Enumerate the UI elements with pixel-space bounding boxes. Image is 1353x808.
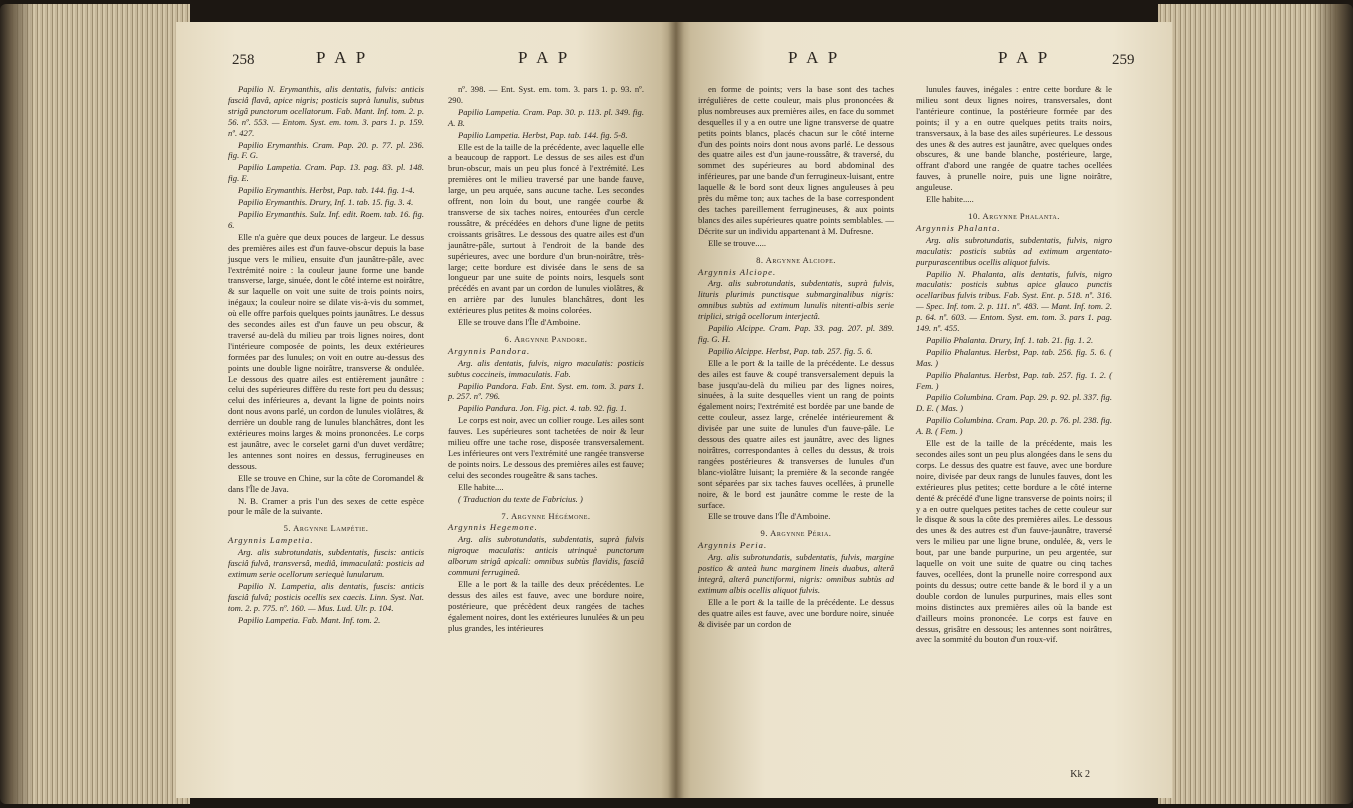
paragraph: Papilio Lampetia. Cram. Pap. 30. p. 113. pl. 349. fig. A. B. <box>448 106 644 128</box>
paragraph: Papilio N. Phalanta, alis dentatis, fulvis, nigro maculatis: posticis subtus apice glauco punctis ocellaribus fulvis tribus. Fab. Syst. Ent. p. 518. nº. 316. — Spec. Inf. tom. 2. p. 111. nº. 483. — Mant. Inf. tom. 2. p. 64. nº. 603. — Entom. Syst. em. tom. 3. pars 1. pag. 149. nº. 455. <box>916 268 1112 334</box>
paragraph: Argynnis Hegemone. <box>448 522 538 533</box>
paragraph: Arg. alis dentatis, fulvis, nigro maculatis: posticis subtus coccineis, immaculatis. Fab. <box>448 357 644 379</box>
paragraph: lunules fauves, inégales : entre cette bordure & le milieu sont deux lignes noires, transversales, dont l'antérieure continue, la postérieure formée par des points; il y a en outre quelques petits traits noirs, transversaux, à la base des ailes supérieures. Le dessous des unes & des autres est jaunâtre, avec quelques ondes obscures, & une bande blanche, postérieure, large, offrant d'abord une rangée de quatre taches ocellées fauves, à prunelle noire, puis une ligne noirâtre, anguleuse. <box>916 84 1112 193</box>
paragraph: ( Traduction du texte de Fabricius. ) <box>458 493 583 504</box>
paragraph: Papilio Alcippe. Herbst, Pap. tab. 257. fig. 5. 6. <box>708 345 873 356</box>
paragraph: Arg. alis subrotundatis, subdentatis, suprà fulvis nigroque maculatis: anticis utrinquè punctorum alborum strigâ apicali: omnibus subtùs flavidis, fasciâ communi ferrugineâ. <box>448 534 644 578</box>
paragraph: Papilio Alcippe. Cram. Pap. 33. pag. 207. pl. 389. fig. G. H. <box>698 323 894 344</box>
right-column-1 <box>698 84 894 631</box>
paragraph: Elle a le port & la taille de la précédente. Le dessus des ailes est fauve & coupé transversalement depuis la base jusqu'au-delà du milieu par des lignes noires, sinuées, à la suite desquelles vient un rang de points également noirs; l'extrémité est bordée par une bande de cette couleur, assez large, crénelée intérieurement & divisée par une suite de lunules d'un fauve-pâle. Le dessous des quatre ailes est jaunâtre, avec des lignes noirâtres, correspondantes à celles du dessus, & trois rangées postérieures & transverses de lunules d'un blanc-violâtre luisant; la première & la seconde rangée sont séparées par six taches fauves ocellées, à prunelle noire, & le bord est jaunâtre comme le reste de la surface. <box>698 357 894 510</box>
paragraph: nº. 398. — Ent. Syst. em. tom. 3. pars 1. p. 93. nº. 290. <box>448 84 644 105</box>
paragraph: Papilio Columbina. Cram. Pap. 29. p. 92. pl. 337. fig. D. E. ( Mas. ) <box>916 392 1112 414</box>
paragraph: Elle habite..... <box>926 194 974 205</box>
paragraph: Papilio Erymanthis. Drury, Inf. 1. tab. 15. fig. 3. 4. <box>238 197 414 208</box>
paragraph: Arg. alis subrotundatis, subdentatis, suprà fulvis, lituris plurimis punctisque submarginalibus nigris: omnibus subtùs ad extimum lunulis nitenti-albis serie triplici, strigâ ocellorum interjectâ. <box>698 278 894 322</box>
page-number-right: 259 <box>1112 52 1135 68</box>
paragraph: Papilio Erymanthis. Herbst, Pap. tab. 144. fig. 1-4. <box>238 185 415 196</box>
running-head-left-1: P A P <box>316 48 369 67</box>
paragraph: Papilio N. Lampetia, alis dentatis, fuscis: anticis fasciâ fulvâ; posticis ocellis sex caecis. Linn. Syst. Nat. tom. 2. p. 775. nº. 160. — Mus. Lud. Ulr. p. 104. <box>228 580 424 613</box>
paragraph: Arg. alis subrotundatis, subdentatis, fuscis: anticis fasciâ fulvâ, transversâ, mediâ, immaculatâ: posticis ad extimum serie ocellorum seriequè lunularum. <box>228 547 424 579</box>
paragraph: Arg. alis subrotundatis, subdentatis, fulvis, nigro maculatis: posticis subtùs ad extimum argentato-purpurascentibus ocellis aliquot fulvis. <box>916 234 1112 267</box>
paragraph: 6. Argynne Pandore. <box>504 333 588 344</box>
paragraph: 7. Argynne Hégémone. <box>501 510 591 521</box>
signature-mark: Kk 2 <box>1070 769 1090 780</box>
left-column-1 <box>228 84 424 627</box>
paragraph: Elle se trouve..... <box>708 237 766 248</box>
paragraph: N. B. Cramer a pris l'un des sexes de cette espèce pour le mâle de la suivante. <box>228 495 424 517</box>
paragraph: Elle est de la taille de la précédente, avec laquelle elle a beaucoup de rapport. Le dessus de ses ailes est d'un brun-obscur, mais un peu plus foncé à l'extrémité. Les premières ont le milieu traversé par une bande fauve, large, un peu arquée, sans aucune tache. Les secondes offrent, non loin du bout, une rangée courbe & transverse de six taches noires, entourées d'un cercle roussâtre, & précédées en dehors d'une ligne de petits croissants grisâtres. Le dessous des quatre ailes est d'un jaunâtre-pâle, surtout à l'endroit de la bande des supérieures, avec une bordure d'un brun-noirâtre, très-large; cette bordure est divisée dans le sens de sa longueur par une suite de points noirs, lesquels sont précédés en avant par un cordon de lunules violâtres, & en arrière par des lunules blanchâtres, dont les extérieures plus petites & moins colorées. <box>448 141 644 316</box>
paragraph: Papilio Pandura. Jon. Fig. pict. 4. tab. 92. fig. 1. <box>458 403 627 414</box>
paragraph: 8. Argynne Alciope. <box>756 254 836 265</box>
paragraph: Argynnis Alciope. <box>698 266 777 277</box>
paragraph: Elle a le port & la taille de la précédente. Le dessus des quatre ailes est fauve, avec une bordure noire, sinuée & divisée par un cordon de <box>698 596 894 629</box>
paragraph: Elle n'a guère que deux pouces de largeur. Le dessus des premières ailes est d'un fauve-obscur depuis la base jusque vers le milieu, ensuite d'un jaunâtre-pâle, avec l'extrémité noire : la couleur jaune forme une bande transverse, large, sinuée, dont le côté interne est noirâtre, & sur laquelle on voit une suite de trois points noirs, inégaux; la couleur noire se dilate vis-à-vis du sommet, où elle offre parfois quelques points jaunâtres. Le dessus des secondes ailes est d'un fauve un peu obscur, & traversé au-delà du milieu par trois lignes noires, dont l'intérieure composée de points, les deux extérieures formées par des lunules; on voit en outre au-dessus des points une double ligne noirâtre, transverse & ondulée. Le dessous des quatre ailes est entièrement jaunâtre : celui des supérieures diffère du reste fort peu du dessus; celui des inférieures a, devant la ligne de points noirs dont nous avons parlé, un cordon de lunules violâtres, & derrière un double rang de lunules blanchâtres, dont les extérieures moins larges & moins prononcées. Le corps est jaunâtre, avec le corselet garni d'un duvet verdâtre; les antennes sont noires en dessus, ferrugineuses en dessous. <box>228 231 424 471</box>
page-number-left: 258 <box>232 52 255 68</box>
paragraph: Papilio Pandora. Fab. Ent. Syst. em. tom. 3. pars 1. p. 257. nº. 796. <box>448 380 644 402</box>
right-page <box>676 22 1172 798</box>
paragraph: Papilio Phalantus. Herbst, Pap. tab. 256. fig. 5. 6. ( Mas. ) <box>916 346 1112 368</box>
left-column-2 <box>448 84 644 635</box>
paragraph: Papilio N. Erymanthis, alis dentatis, fulvis: anticis fasciâ flavâ, apice nigris; posticis suprà lunulis, subtus strigâ punctorum ocellatorum. Fab. Mant. Inf. tom. 2. p. 56. nº. 553. — Entom. Syst. em. tom. 3. pars 1. p. 159. nº. 427. <box>228 84 424 138</box>
book-gutter <box>668 22 684 798</box>
paragraph: Argynnis Pandora. <box>448 345 531 356</box>
paragraph: en forme de points; vers la base sont des taches irrégulières de cette couleur, mais plus prononcées & plus nombreuses aux premières ailes, en face du sommet desquelles il y a en outre une ligne transverse de quatre petits points blancs, placés chacun sur le côté interne d'un des points noirs dont nous avons parlé. Le dessous des quatre ailes est d'un jaune-roussâtre, & traversé, du sommet des supérieures au bord abdominal des inférieures, par une bande d'un ferrugineux-luisant, entre laquelle & le bord sont deux lignes anguleuses à peu près du même ton; aux taches de la base correspondent des taches pareillement ferrugineuses, & aux points blancs des ailes supérieures quatre points semblables. — Décrite sur un individu appartenant à M. Dufresne. <box>698 84 894 236</box>
paragraph: Papilio Lampetia. Fab. Mant. Inf. tom. 2. <box>238 614 381 625</box>
paragraph: Elle se trouve dans l'Île d'Amboine. <box>458 317 581 328</box>
paragraph: Papilio Lampetia. Cram. Pap. 13. pag. 83. pl. 148. fig. E. <box>228 162 424 184</box>
paragraph: Papilio Columbina. Cram. Pap. 20. p. 76. pl. 238. fig. A. B. ( Fem. ) <box>916 415 1112 437</box>
paragraph: 5. Argynne Lampétie. <box>283 523 369 534</box>
right-column-2 <box>916 84 1112 646</box>
paragraph: Elle se trouve dans l'Île d'Amboine. <box>708 511 831 522</box>
paragraph: Arg. alis subrotundatis, subdentatis, fulvis, margine postico & anteà hunc marginem lineis duabus, alterâ integrâ, alterâ punctiformi, nigris: omnibus subtùs ad extimum albis ocellis aliquot fulvis. <box>698 552 894 595</box>
right-page-edges <box>1158 4 1353 804</box>
left-page-edges <box>0 4 190 804</box>
paragraph: Elle est de la taille de la précédente, mais les secondes ailes sont un peu plus alongées dans le sens du corps. Le dessus des quatre est fauve, avec une bordure noire, divisée par deux rangs de lunules fauves, dont les extérieures plus petites; cette bordure a le côté interne denté & précédé d'une ligne transverse de points noirs; il y a en outre quelques petites taches de cette couleur sur le disque & sous la côte des premières ailes. Le dessous des unes & des autres est d'un fauve-jaunâtre, traversé vers le milieu par une ligne brune, ondulée, &, vers le bout, par une bande purpurine, un peu argentée, sur laquelle on voit une suite de quatre ou cinq taches fauves, ocellées, dont la prunelle noire correspond aux points du dessus; outre cette bande & le bord il y a un double cordon de lunules purpurines, mais elles sont moins distinctes aux premières ailes où la bande est d'ailleurs moins prononcée. Le corps est fauve en dessus, grisâtre en dessous; les antennes sont noirâtres, avec la sommité du bouton d'un roux-vif. <box>916 438 1112 645</box>
running-head-right-1: P A P <box>788 48 841 67</box>
paragraph: Elle se trouve en Chine, sur la côte de Coromandel & dans l'Île de Java. <box>228 472 424 494</box>
paragraph: Elle habite.... <box>458 481 504 492</box>
paragraph: 9. Argynne Péria. <box>760 528 832 539</box>
running-head-right-2: P A P <box>998 48 1051 67</box>
paragraph: Papilio Erymanthis. Sulz. Inf. edit. Roem. tab. 16. fig. 6. <box>228 208 424 230</box>
paragraph: Le corps est noir, avec un collier rouge. Les ailes sont fauves. Les supérieures sont tachetées de noir & leur milieu offre une tache rose, disposée transversalement. Les inférieures ont vers l'extrémité une rangée transverse de points noirs. Le dessous des premières ailes est fauve; celui des secondes rougeâtre & sans taches. <box>448 415 645 480</box>
paragraph: Argynnis Peria. <box>698 540 768 551</box>
paragraph: Papilio Erymanthis. Cram. Pap. 20. p. 77. pl. 236. fig. F. G. <box>228 139 424 161</box>
paragraph: Papilio Lampetia. Herbst, Pap. tab. 144. fig. 5-8. <box>458 129 628 140</box>
paragraph: Papilio Phalantus. Herbst, Pap. tab. 257. fig. 1. 2. ( Fem. ) <box>916 369 1112 391</box>
paragraph: Argynnis Phalanta. <box>916 222 1001 233</box>
left-page <box>176 22 676 798</box>
paragraph: Argynnis Lampetia. <box>228 535 314 546</box>
paragraph: Elle a le port & la taille des deux précédentes. Le dessus des ailes est fauve, avec une bordure noire, postérieure, que précèdent deux rangées de taches également noires, dont les extérieures lunulées & un peu plus grandes, les intérieures <box>448 578 644 633</box>
running-head-left-2: P A P <box>518 48 571 67</box>
paragraph: Papilio Phalanta. Drury, Inf. 1. tab. 21. fig. 1. 2. <box>926 334 1094 345</box>
paragraph: 10. Argynne Phalanta. <box>968 210 1060 221</box>
